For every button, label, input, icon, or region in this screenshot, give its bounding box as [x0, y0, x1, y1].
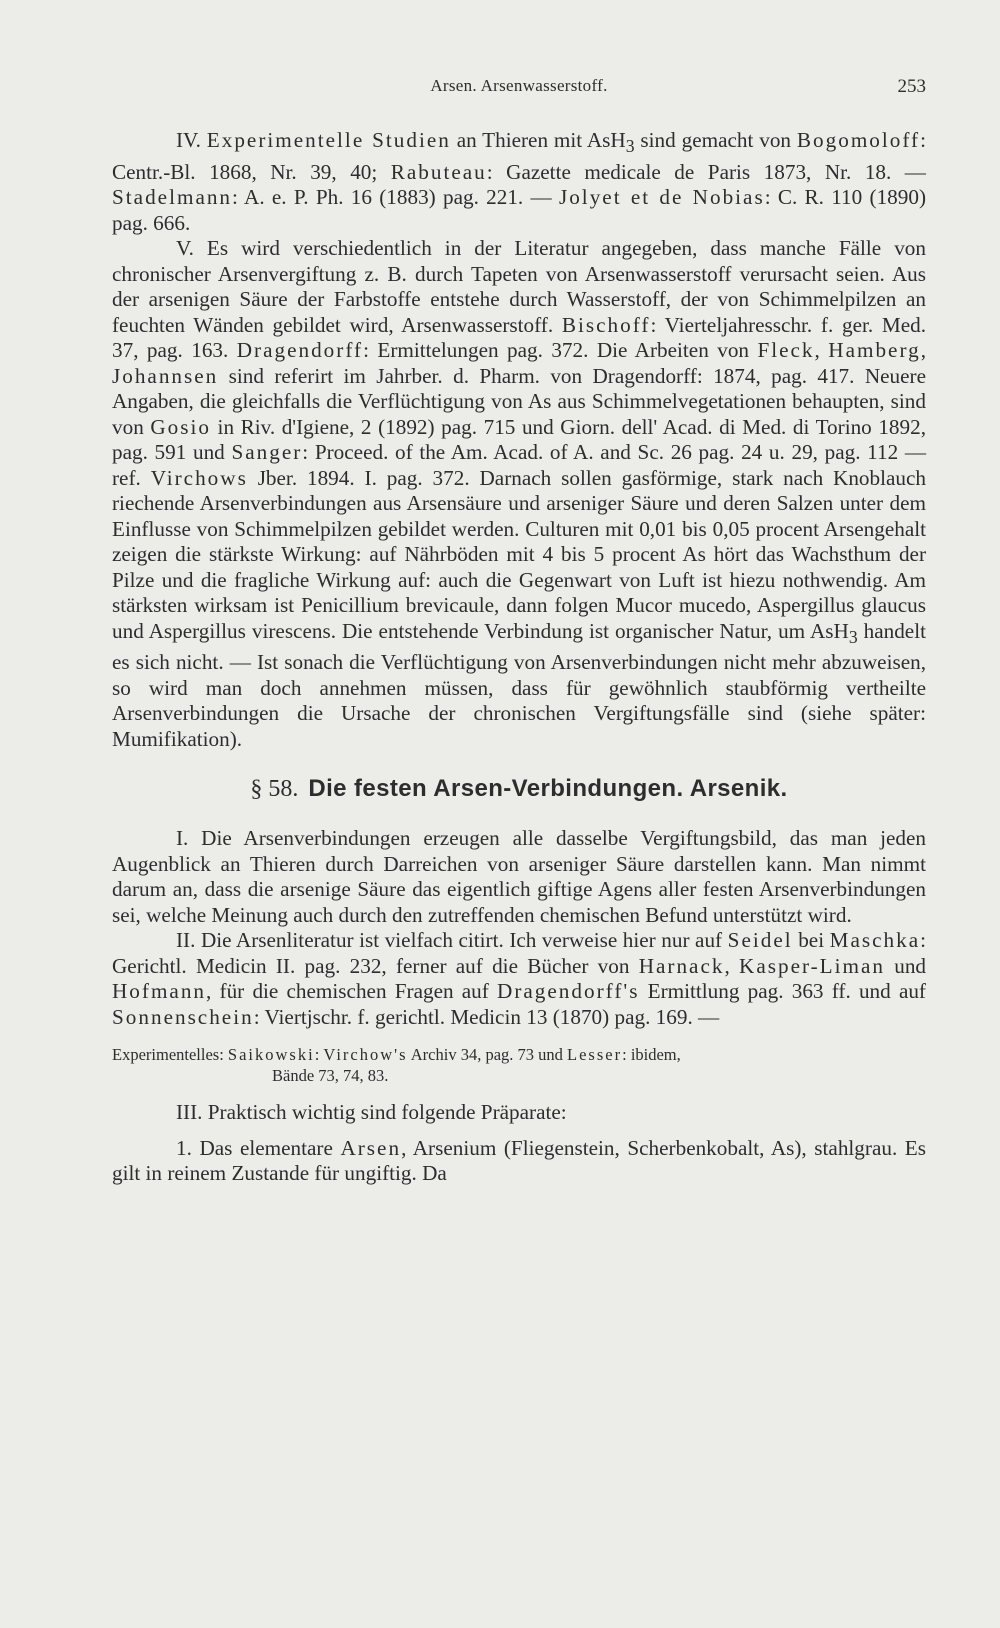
author-name: Harnack: [638, 953, 725, 978]
text-run: : A. e. P. Ph. 16 (1883) pag. 221. —: [232, 185, 559, 210]
literature-note: [112, 1044, 926, 1086]
text-run: Jber. 1894. I. pag. 372. Darnach sollen gasförmige, stark nach Knoblauch riechende Arsenverbindungen aus Arsensäure und arseniger Säure und deren Salzen unter dem Einflusse von Schimmelpilzen gebildet werden. Culturen mit 0,01 bis 0,05 procent Arsengehalt zeigen die stärkste Wirkung: auf Nährböden mit 4 bis 5 procent As hört das Wachsthum der Pilze und die fragliche Wirkung auf: auch die Gegenwart von Luft ist hiezu nothwendig. Am stärksten wirksam ist Penicillium brevicaule, dann folgen Mucor mucedo, Aspergillus glaucus und Aspergillus virescens. Die entstehende Verbindung ist organischer Natur, um AsH: [112, 465, 927, 643]
text-run: an Thieren mit AsH: [450, 128, 626, 152]
text-run: : Ermittelungen pag. 372. Die Arbeiten von: [363, 338, 758, 363]
page-body: [112, 128, 926, 1187]
text-run: handelt es sich nicht. — Ist sonach die Verflüchtigung von Arsenverbindungen nicht mehr abzuweisen, so wird man doch annehmen müssen, dass für gewöhnlich staubförmig vertheilte Arsenverbindungen die Ursache der chronischen Vergiftungsfälle sind (siehe später: Mumifikation).: [112, 618, 926, 751]
text-run: ,: [724, 953, 740, 978]
author-name: Dragendorff: [236, 338, 364, 363]
text-run: : ibidem,: [622, 1045, 681, 1065]
author-name: Gosio: [150, 414, 211, 439]
running-title: Arsen. Arsenwasserstoff.: [430, 76, 608, 95]
text-run: I. Die Arsenverbindungen erzeugen alle dasselbe Vergiftungsbild, das man jeden Augenblick an Thieren durch Darreichen von arseniger Säure darstellen kann. Man nimmt darum an, dass die arsenige Säure das eigentlich giftige Agens aller festen Arsenverbindungen sei, welche Meinung auch durch den zutreffenden chemischen Befund unterstützt wird.: [112, 826, 926, 927]
author-name: Dragendorff's: [497, 979, 640, 1004]
author-name: Maschka: [829, 928, 921, 953]
text-run: 1. Das elementare: [176, 1135, 341, 1160]
text-run: bei: [792, 928, 830, 953]
text-run: : Proceed. of the Am. Acad. of A. and Sc. 26 pag. 24 u. 29, pag. 112 — ref.: [112, 440, 927, 490]
author-name: Jolyet et de Nobias: [558, 185, 765, 210]
paragraph-ii: [112, 928, 926, 1030]
text-run: V. Es wird verschiedentlich in der Literatur angegeben, dass manche Fälle von chronischer Arsenvergiftung z. B. durch Tapeten von Arsenwasserstoff verursacht seien. Aus der arsenigen Säure der Farbstoffe entstehe durch Wasserstoff, der von Schimmelpilzen an feuchten Wänden gebildet wird, Arsenwasserstoff.: [112, 236, 926, 337]
note-label: Experimentelles:: [112, 1045, 228, 1065]
text-run: Experimentelle Studien: [206, 128, 451, 152]
page-header: [112, 76, 926, 100]
author-name: Sonnenschein: [112, 1004, 254, 1029]
text-run: : Viertjschr. f. gerichtl. Medicin 13 (1870) pag. 169. —: [253, 1004, 720, 1029]
text-run: ,: [920, 338, 927, 363]
section-heading: [112, 774, 926, 804]
section-number: § 58.: [250, 776, 299, 803]
subscript: 3: [625, 136, 635, 157]
text-run: : C. R. 110 (1890) pag. 666.: [112, 185, 926, 235]
text-run: , für die chemischen Fragen auf: [206, 979, 498, 1004]
author-name: Virchow's: [323, 1045, 408, 1065]
text-run: , Arsenium (Fliegenstein, Scherbenkobalt, As), stahlgrau. Es gilt in reinem Zustande für ungiftig. Da: [112, 1135, 926, 1186]
note-continuation: Bände 73, 74, 83.: [272, 1066, 389, 1086]
text-run: IV.: [176, 128, 207, 152]
paragraph-v: [112, 236, 926, 752]
paragraph-i: [112, 826, 926, 928]
author-name: Rabuteau: [390, 159, 487, 184]
text-run: Ermittlung pag. 363 ff. und auf: [639, 979, 926, 1004]
paragraph-iv: [112, 128, 926, 236]
paragraph-iii: [112, 1100, 926, 1126]
author-name: Bischoff: [561, 312, 651, 337]
emphasis: Arsen: [340, 1135, 402, 1160]
page-number: 253: [897, 76, 926, 97]
author-name: Sanger: [231, 440, 303, 465]
author-name: Fleck: [757, 338, 815, 363]
author-name: Hofmann: [112, 979, 207, 1004]
text-run: : Centr.-Bl. 1868, Nr. 39, 40;: [112, 128, 926, 184]
author-name: Seidel: [727, 928, 793, 953]
text-run: in Riv. d'Igiene, 2 (1892) pag. 715 und Giorn. dell' Acad. di Med. di Torino 1892, pag. 591 und: [112, 414, 927, 465]
author-name: Hamberg: [828, 338, 921, 363]
author-name: Johannsen: [112, 363, 219, 388]
author-name: Stadelmann: [112, 185, 233, 210]
text-run: Archiv 34, pag. 73 und: [407, 1045, 568, 1065]
text-run: : Gazette medicale de Paris 1873, Nr. 18. —: [486, 159, 926, 184]
text-run: und: [884, 953, 927, 978]
author-name: Saikowski: [227, 1045, 315, 1065]
text-run: : Gerichtl. Medicin II. pag. 232, ferner auf die Bücher von: [112, 928, 926, 978]
text-run: : Vierteljahresschr. f. ger. Med. 37, pag. 163.: [112, 312, 926, 363]
text-run: sind gemacht von: [634, 128, 797, 152]
author-name: Kasper-Liman: [739, 953, 885, 978]
text-run: sind referirt im Jahrber. d. Pharm. von Dragendorff: 1874, pag. 417. Neuere Angaben, die gleichfalls die Verflüchtigung von As aus Schimmelvegetationen behaupten, sind von: [112, 363, 926, 439]
section-title: Die festen Arsen-Verbindungen. Arsenik.: [308, 775, 788, 803]
text-run: II. Die Arsenliteratur ist vielfach citirt. Ich verweise hier nur auf: [176, 928, 728, 953]
paragraph-1: [112, 1136, 926, 1187]
text-run: :: [314, 1045, 324, 1065]
author-name: Virchows: [150, 465, 248, 490]
text-run: III. Praktisch wichtig sind folgende Präparate:: [176, 1100, 567, 1125]
author-name: Lesser: [567, 1045, 623, 1065]
text-run: ,: [814, 338, 829, 363]
author-name: Bogomoloff: [796, 128, 921, 152]
subscript: 3: [848, 626, 858, 647]
